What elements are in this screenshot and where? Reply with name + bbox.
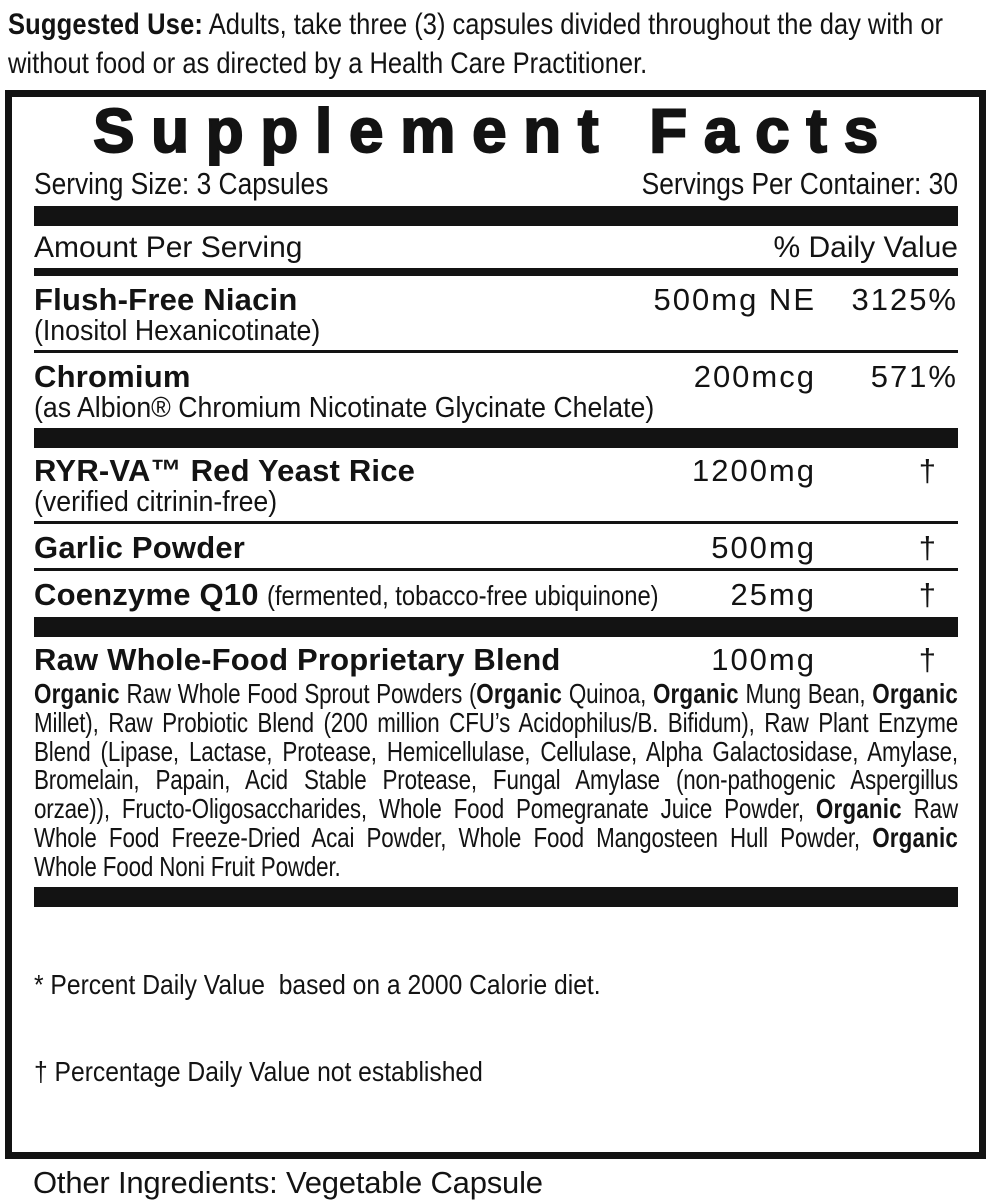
nutrient-daily-value: †	[918, 530, 938, 565]
nutrient-row-coq10	[34, 576, 958, 612]
servings-per-container: Servings Per Container: 30	[641, 166, 958, 201]
suggested-use-section	[0, 0, 960, 90]
nutrient-daily-value: †	[918, 642, 938, 677]
column-header-row	[34, 230, 958, 265]
nutrient-row-red-yeast-rice	[34, 452, 958, 487]
serving-row	[34, 167, 958, 201]
blend-organic-bold: Organic	[652, 678, 739, 709]
nutrient-amount: 500mg NE	[653, 282, 816, 317]
nutrient-name: Garlic Powder	[34, 530, 246, 565]
blend-text: Whole Food Noni Fruit Powder.	[34, 850, 341, 882]
blend-text: Quinoa,	[562, 678, 653, 709]
footnote-percent-dv: * Percent Daily Value based on a 2000 Calorie diet.	[34, 968, 601, 1000]
nutrient-subtext-chromium: (as Albion® Chromium Nicotinate Glycinate Chelate)	[34, 392, 655, 424]
nutrient-name-bold: Coenzyme Q10	[34, 577, 259, 612]
nutrient-amount: 200mcg	[693, 359, 816, 394]
divider-thick-2	[34, 428, 958, 448]
nutrient-name	[34, 578, 728, 612]
nutrient-row-proprietary-blend	[34, 641, 958, 676]
serving-size: Serving Size: 3 Capsules	[34, 166, 329, 201]
suggested-use-text	[8, 5, 960, 83]
nutrient-name: Raw Whole-Food Proprietary Blend	[34, 642, 561, 677]
nutrient-row-garlic	[34, 529, 958, 564]
blend-text: Raw Whole Food Freeze-Dried Acai Powder, Whole Food Mangosteen Hull Powder,	[34, 793, 958, 853]
divider-thick-bottom	[34, 887, 958, 907]
nutrient-row-chromium	[34, 358, 958, 393]
suggested-use-body: Adults, take three (3) capsules divided throughout the day with or without food or as directed by a Health Care Practitioner.	[8, 8, 944, 80]
nutrient-name: RYR-VA™ Red Yeast Rice	[34, 453, 416, 488]
divider-thin-1	[34, 350, 958, 353]
divider-thin-3	[34, 521, 958, 524]
daily-value-header: % Daily Value	[773, 231, 958, 264]
footnote-dagger: † Percentage Daily Value not established	[34, 1055, 483, 1087]
nutrient-name: Flush-Free Niacin	[34, 282, 298, 317]
nutrient-amount: 500mg	[711, 530, 816, 565]
suggested-use-label: Suggested Use:	[8, 8, 204, 41]
blend-text: Mung Bean,	[738, 678, 873, 709]
divider-thick-5	[34, 617, 958, 637]
nutrient-inline-note: (fermented, tobacco-free ubiquinone)	[267, 580, 660, 611]
nutrient-daily-value: 571%	[870, 359, 958, 394]
nutrient-amount: 25mg	[730, 577, 816, 612]
panel-title: Supplement Facts	[93, 97, 895, 166]
other-ingredients: Other Ingredients: Vegetable Capsule	[33, 1164, 543, 1200]
blend-text: Raw Whole Food Sprout Powders (	[119, 678, 477, 709]
blend-organic-bold: Organic	[34, 678, 120, 709]
footnotes	[34, 912, 958, 1144]
blend-text: Millet), Raw Probiotic Blend (200 million CFU’s Acidophilus/B. Bifidum), Raw Plant Enzyme Blend (Lipase, Lactase, Protease, Hemicellulase, Cellulase, Alpha Galactosidase, Amylase, Bromelain, Papain, Acid Stable Protease, Fungal Amylase (non-pathogenic Aspergillus orzae)), Fructo-Oligosaccharides, Whole Food Pomegranate Juice Powder,	[34, 706, 958, 825]
nutrient-daily-value: †	[918, 577, 938, 612]
blend-organic-bold: Organic	[815, 793, 902, 825]
nutrient-amount: 1200mg	[691, 453, 816, 488]
nutrient-row-niacin	[34, 281, 958, 316]
blend-organic-bold: Organic	[872, 821, 958, 853]
blend-organic-bold: Organic	[476, 678, 563, 709]
divider-thick-top	[34, 206, 958, 226]
nutrient-subtext-niacin: (Inositol Hexanicotinate)	[34, 315, 321, 347]
divider-thin-4	[34, 568, 958, 571]
blend-organic-bold: Organic	[872, 678, 959, 709]
nutrient-daily-value: †	[918, 453, 938, 488]
nutrient-daily-value: 3125%	[851, 282, 958, 317]
supplement-facts-panel	[5, 90, 986, 1159]
divider-medium-header	[34, 268, 958, 276]
nutrient-subtext-red-yeast-rice: (verified citrinin-free)	[34, 486, 278, 518]
nutrient-name: Chromium	[34, 359, 191, 394]
proprietary-blend-description	[34, 680, 958, 882]
amount-per-serving-header: Amount Per Serving	[34, 231, 303, 264]
nutrient-amount: 100mg	[711, 642, 816, 677]
